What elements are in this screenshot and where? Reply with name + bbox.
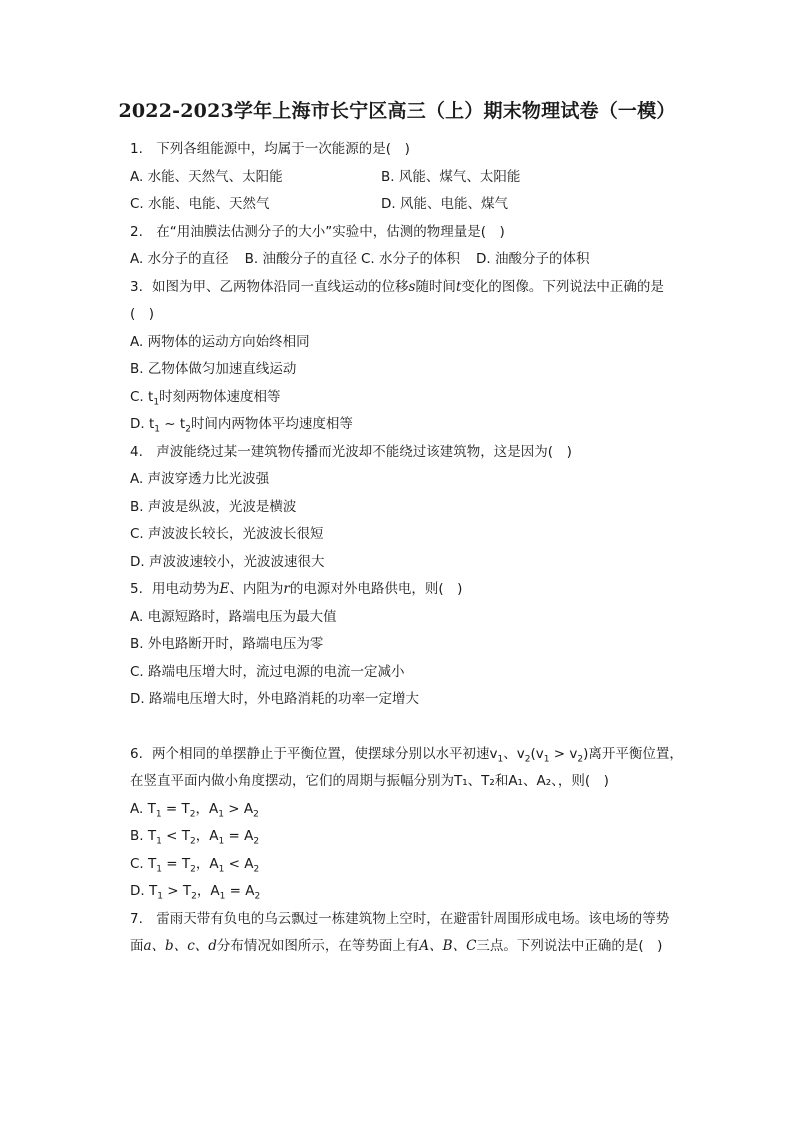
question-7-stem-cont: 面a、b、c、d分布情况如图所示，在等势面上有A、B、C三点。下列说法中正确的是( ) xyxy=(130,938,663,954)
option-d: D. $T_1 > T_2$，$A_1 = A_2$ xyxy=(130,883,261,902)
question-3-stem: 3. 如图为甲、乙两物体沿同一直线运动的位移s随时间t变化的图像。下列说法中正确的是 xyxy=(130,274,690,302)
question-6-stem-cont: 在竖直平面内做小角度摆动，它们的周期与振幅分别为T₁、T₂和A₁、A₂、，则( ) xyxy=(130,773,609,789)
option-d: D. 风能、电能、煤气 xyxy=(381,196,508,212)
question-1-options-row-1 xyxy=(130,164,690,192)
option-b: B. 乙物体做匀加速直线运动 xyxy=(130,361,297,377)
option-c: C. 路端电压增大时，流过电源的电流一定减小 xyxy=(130,663,405,680)
question-list xyxy=(130,136,690,961)
question-2-stem: 2. 在“用油膜法估测分子的大小”实验中，估测的物理量是( ) xyxy=(130,219,690,247)
question-6-options xyxy=(130,796,690,906)
option-b: B. $T_1 < T_2$，$A_1 = A_2$ xyxy=(130,828,260,847)
option-a: A. 电源短路时，路端电压为最大值 xyxy=(130,608,337,625)
option-a: A. 水分子的直径 xyxy=(130,251,229,267)
question-3-stem-cont: ( ) xyxy=(130,306,155,322)
option-c: C. $t_1$时刻两物体速度相等 xyxy=(130,388,281,408)
option-c: C. 水分子的体积 xyxy=(360,251,460,267)
spacer xyxy=(130,714,690,741)
question-4-stem: 4. 声波能绕过某一建筑物传播而光波却不能绕过该建筑物，这是因为( ) xyxy=(130,439,690,467)
option-a: A. 水能、天然气、太阳能 xyxy=(130,168,283,185)
question-1-stem: 1. 下列各组能源中，均属于一次能源的是( ) xyxy=(130,136,690,164)
option-d: D. 路端电压增大时，外电路消耗的功率一定增大 xyxy=(130,691,419,707)
option-a: A. 两物体的运动方向始终相同 xyxy=(130,333,310,350)
option-a: A. 声波穿透力比光波强 xyxy=(130,471,270,487)
question-4-number: 4. xyxy=(130,443,143,460)
question-6-stem: 6. 两个相同的单摆静止于平衡位置，使摆球分别以水平初速$v_1$、$v_2(v_1 > v_2)$离开平衡位置， xyxy=(130,741,690,769)
question-2-options xyxy=(130,246,690,274)
option-b: B. 油酸分子的直径 xyxy=(244,251,357,267)
option-d: D. $t_1$ ~ $t_2$时间内两物体平均速度相等 xyxy=(130,416,353,435)
question-1-options-row-2 xyxy=(130,191,690,219)
option-c: C. 水能、电能、天然气 xyxy=(130,196,270,212)
question-1-number: 1. xyxy=(130,141,143,157)
question-2-number: 2. xyxy=(130,223,143,240)
option-b: B. 声波是纵波，光波是横波 xyxy=(130,498,297,515)
option-a: A. $T_1 = T_2$，$A_1 > A_2$ xyxy=(130,800,259,820)
question-7-number: 7. xyxy=(130,910,143,927)
option-c: C. $T_1 = T_2$，$A_1 < A_2$ xyxy=(130,855,260,875)
option-c: C. 声波波长较长，光波波长很短 xyxy=(130,526,324,542)
option-d: D. 声波波速较小，光波波速很大 xyxy=(130,553,325,570)
question-5-number: 5. xyxy=(130,581,143,597)
question-5-stem: 5. 用电动势为E、内阻为r的电源对外电路供电，则( ) xyxy=(130,576,690,604)
question-3-number: 3. xyxy=(130,278,143,295)
question-6-number: 6. xyxy=(130,745,143,762)
question-7-stem: 7. 雷雨天带有负电的乌云飘过一栋建筑物上空时，在避雷针周围形成电场。该电场的等势 xyxy=(130,906,690,934)
option-b: B. 外电路断开时，路端电压为零 xyxy=(130,636,324,652)
option-d: D. 油酸分子的体积 xyxy=(475,251,590,267)
page-title: 2022-2023学年上海市长宁区高三（上）期末物理试卷（一模） xyxy=(118,100,676,122)
option-b: B. 风能、煤气、太阳能 xyxy=(381,168,521,185)
